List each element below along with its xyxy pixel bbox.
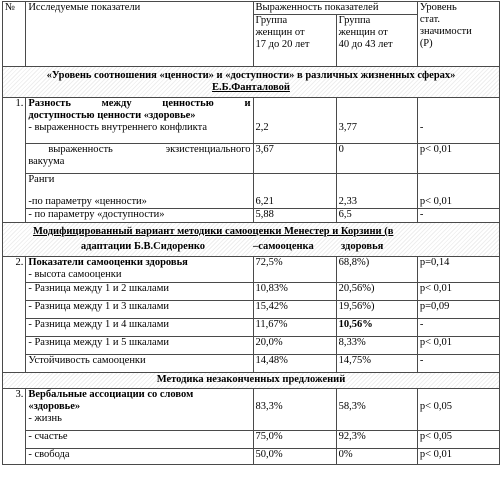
header-significance-l3: значимости	[419, 26, 472, 37]
group2-l2: женщин от	[338, 27, 388, 38]
row2-g1: 20,0%	[253, 337, 336, 355]
header-group1	[253, 15, 336, 67]
section2-line2a: адаптации Б.В.Сидоренко	[80, 241, 206, 252]
row1-g2b: 0	[336, 144, 417, 174]
row3-p-happy: p< 0,05	[417, 431, 499, 449]
table-row	[3, 355, 500, 373]
row1-ranks-access: - по параметру «доступности»	[26, 209, 253, 223]
row1-g2a: 3,77	[336, 98, 417, 144]
header-group2	[336, 15, 417, 67]
row1-g2d: 6,5	[336, 209, 417, 223]
row2-label: - Разница между 1 и 5 шкалами	[26, 337, 253, 355]
header-significance-l2: стат.	[419, 14, 441, 25]
row3-title-l1: Вербальные ассоциации со словом	[28, 389, 194, 400]
row2-g2-height: 68,8%)	[336, 257, 417, 283]
row1-title-l2: доступностью ценности «здоровье»	[28, 110, 196, 121]
row2-g2: 19,56%)	[336, 301, 417, 319]
row2-g1: 15,42%	[253, 301, 336, 319]
table-row	[3, 319, 500, 337]
results-table	[2, 1, 500, 465]
row3-g2-free: 0%	[336, 449, 417, 465]
table-row	[3, 283, 500, 301]
row2-number: 2.	[3, 257, 26, 373]
row3-g1-free: 50,0%	[253, 449, 336, 465]
row1-pb: p< 0,01	[417, 144, 499, 174]
row3-g1-life: 83,3%	[253, 389, 336, 431]
group2-l1: Группа	[338, 15, 371, 26]
row1-title	[26, 98, 253, 144]
row3-g1-happy: 75,0%	[253, 431, 336, 449]
row3-g2-happy: 92,3%	[336, 431, 417, 449]
header-number: №	[3, 2, 26, 67]
row3-p-free: p< 0,01	[417, 449, 499, 465]
section2-heading	[3, 223, 500, 257]
row1-number: 1.	[3, 98, 26, 223]
row3-number: 3.	[3, 389, 26, 465]
table-row	[3, 257, 500, 283]
table-row	[3, 174, 500, 209]
row3-freedom: - свобода	[26, 449, 253, 465]
row2-title-text: Показатели самооценки здоровья	[28, 257, 188, 268]
section2-line2c: здоровья	[341, 241, 384, 252]
row3-p-life: p< 0,05	[417, 389, 499, 431]
row2-label: Устойчивость самооценки	[26, 355, 253, 373]
row1-sub1: - выраженность внутреннего конфликта	[28, 122, 208, 133]
row2-g1: 10,83%	[253, 283, 336, 301]
header-significance-l1: Уровень	[419, 2, 457, 13]
row3-life: - жизнь	[28, 413, 62, 424]
table-row	[3, 337, 500, 355]
group1-l3: 17 до 20 лет	[255, 39, 310, 50]
row1-sub2	[26, 144, 253, 174]
row2-p: -	[417, 355, 499, 373]
row2-g2: 20,56%)	[336, 283, 417, 301]
header-indicators: Исследуемые показатели	[26, 2, 253, 67]
row1-g1a: 2,2	[253, 98, 336, 144]
header-significance	[417, 2, 499, 67]
table-row	[3, 301, 500, 319]
section2-line2	[33, 241, 497, 253]
row1-pa: -	[417, 98, 499, 144]
row2-label: - Разница между 1 и 3 шкалами	[26, 301, 253, 319]
group1-l1: Группа	[255, 15, 288, 26]
row1-sub2-l1: выраженность экзистенциального	[48, 144, 251, 155]
section1-author: Е.Б.Фанталовой	[212, 82, 290, 93]
table-row	[3, 98, 500, 144]
row1-g1c: 6,21	[253, 174, 336, 209]
section2-row	[3, 223, 500, 257]
row2-height: - высота самооценки	[28, 269, 122, 280]
row1-ranks-value: -по параметру «ценности»	[28, 196, 147, 207]
section2-line1: Модифицированный вариант методики самооценки Менестер и Корзини (в	[33, 226, 394, 237]
row2-title	[26, 257, 253, 283]
row1-sub2-l2: вакуума	[28, 156, 65, 167]
row1-g2c: 2,33	[336, 174, 417, 209]
row1-pc: p< 0,01	[417, 174, 499, 209]
row3-title-l2: «здоровье»	[28, 401, 81, 412]
row3-g2-life: 58,3%	[336, 389, 417, 431]
group2-l3: 40 до 43 лет	[338, 39, 393, 50]
section1-heading	[3, 67, 500, 98]
row3-title	[26, 389, 253, 431]
group1-l2: женщин от	[255, 27, 305, 38]
row2-g2: 14,75%	[336, 355, 417, 373]
row2-g2: 10,56%	[336, 319, 417, 337]
row2-label: - Разница между 1 и 2 шкалами	[26, 283, 253, 301]
header-significance-l4: (Р)	[419, 38, 433, 49]
header-expressiveness: Выраженность показателей	[253, 2, 417, 15]
section3-heading: Методика незаконченных предложений	[3, 373, 500, 389]
row1-ranks	[26, 174, 253, 209]
table-row	[3, 449, 500, 465]
row1-title-l1: Разность между ценностью и	[28, 98, 251, 109]
section3-row	[3, 373, 500, 389]
row2-g1-height: 72,5%	[253, 257, 336, 283]
header-row	[3, 2, 500, 15]
row2-p: -	[417, 319, 499, 337]
row2-g1: 14,48%	[253, 355, 336, 373]
section1-row	[3, 67, 500, 98]
row2-p: p=0,09	[417, 301, 499, 319]
row2-label: - Разница между 1 и 4 шкалами	[26, 319, 253, 337]
row1-ranks-label: Ранги	[28, 174, 55, 185]
row2-g1: 11,67%	[253, 319, 336, 337]
table-row	[3, 144, 500, 174]
section1-title: «Уровень соотношения «ценности» и «доступности» в различных жизненных сферах»	[46, 70, 456, 81]
row2-p: p< 0,01	[417, 337, 499, 355]
table-row	[3, 431, 500, 449]
row3-happiness: - счастье	[26, 431, 253, 449]
row1-g1d: 5,88	[253, 209, 336, 223]
row2-p: p< 0,01	[417, 283, 499, 301]
section2-line2b: –самооценка	[253, 241, 314, 252]
row2-p-height: p=0,14	[417, 257, 499, 283]
row2-g2: 8,33%	[336, 337, 417, 355]
table-row	[3, 209, 500, 223]
row1-g1b: 3,67	[253, 144, 336, 174]
table-row	[3, 389, 500, 431]
row1-pd: -	[417, 209, 499, 223]
